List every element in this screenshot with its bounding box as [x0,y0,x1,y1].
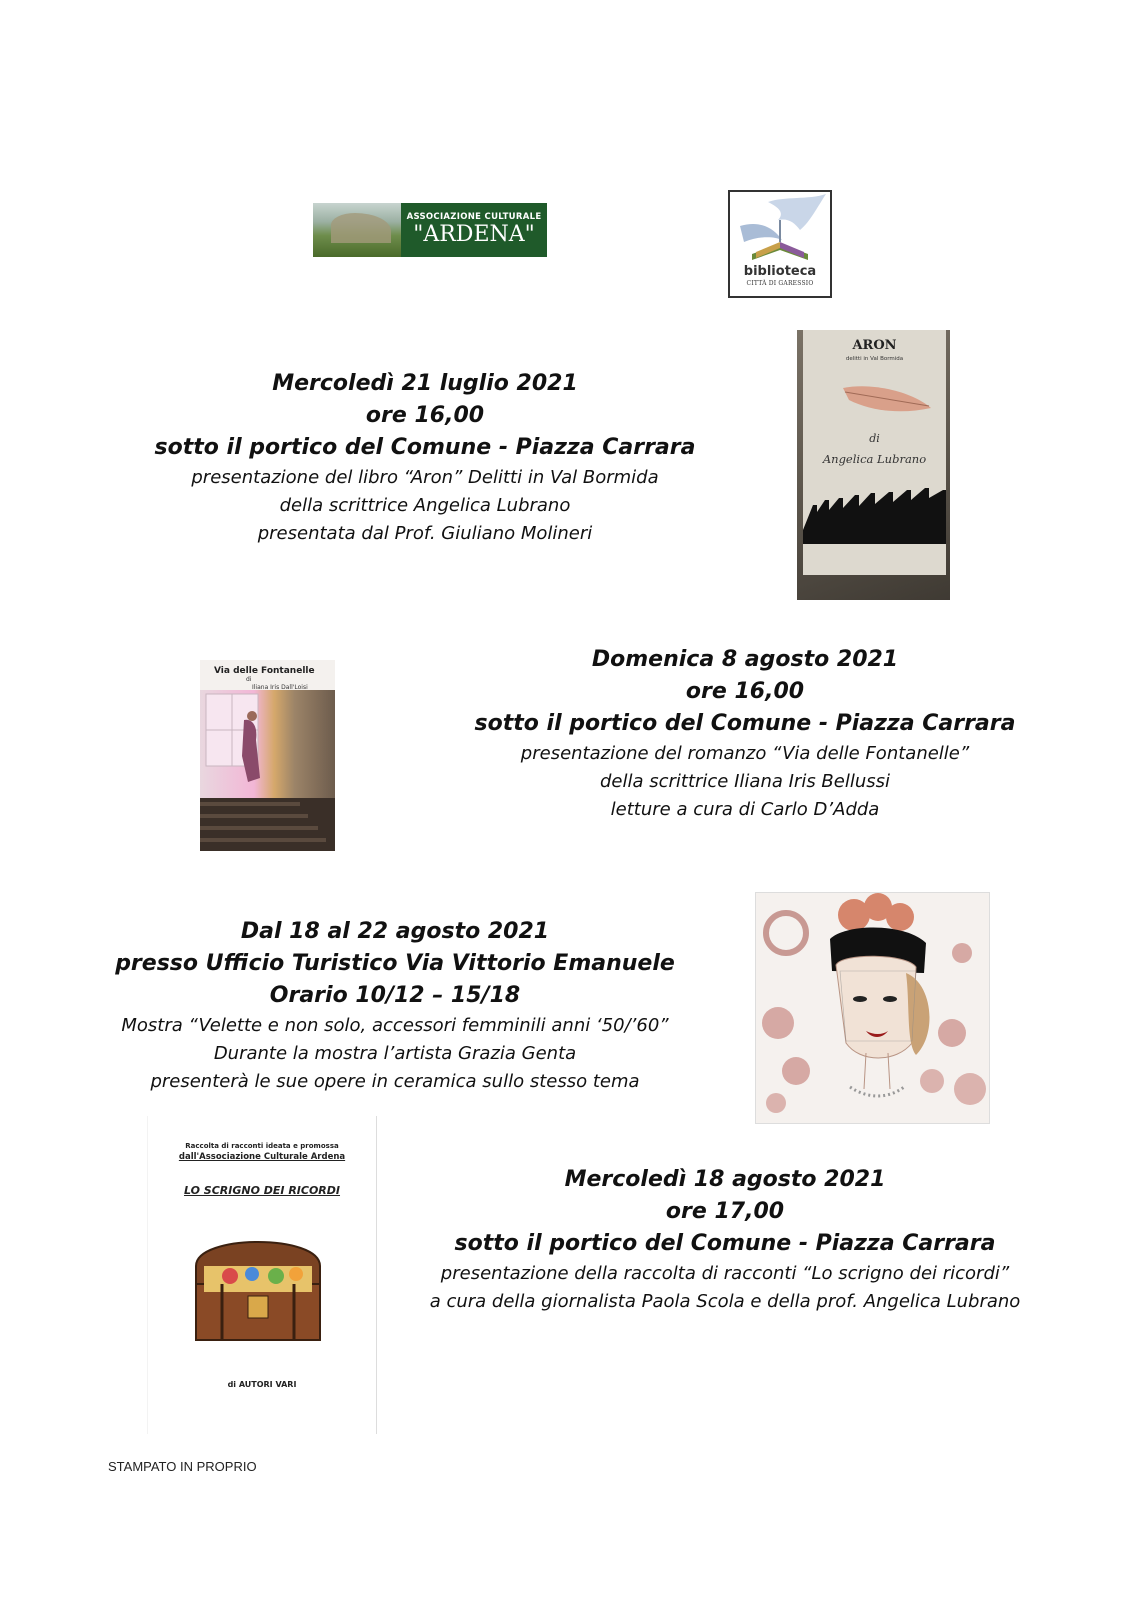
scrigno-cover-authors: di AUTORI VARI [227,1380,297,1389]
ardena-logo [313,203,547,257]
event-3-hours: Orario 10/12 – 15/18 [269,983,521,1008]
event-2-line: presentazione del romanzo “Via delle Fontanelle” [520,743,970,764]
fontanelle-cover-author: Iliana Iris Dall'Loisi [252,684,308,691]
event-2-line: della scrittrice Iliana Iris Bellussi [599,771,891,792]
ardena-landscape-image [313,203,401,257]
event-3-line: presenterà le sue opere in ceramica sullo stesso tema [150,1071,640,1092]
event-1-time: ore 16,00 [365,403,485,428]
event-2-time: ore 16,00 [685,679,805,704]
event-4 [410,1164,1040,1316]
event-1-line: presentata dal Prof. Giuliano Molineri [257,523,593,544]
aron-cover-by: di [869,432,880,445]
event-3-venue: presso Ufficio Turistico Via Vittorio Emanuele [115,951,675,976]
event-2-line: letture a cura di Carlo D’Adda [610,799,880,820]
biblioteca-logo-line2: CITTÀ DI GARESSIO [746,280,814,287]
scrigno-cover-line1: Raccolta di racconti ideata e promossa [185,1142,339,1150]
event-2-place: sotto il portico del Comune - Piazza Carrara [474,711,1016,736]
ardena-logo-line2: "ARDENA" [413,222,535,247]
event-1-date: Mercoledì 21 luglio 2021 [272,371,578,396]
event-1-line: presentazione del libro “Aron” Delitti in Val Bormida [191,467,659,488]
woman-portrait-painting [755,892,990,1124]
event-1-line: della scrittrice Angelica Lubrano [279,495,571,516]
biblioteca-logo-line1: biblioteca [743,264,817,279]
aron-cover-subtitle: delitti in Val Bormida [845,356,904,362]
aron-cover-title: ARON [852,338,897,353]
scrigno-cover-line2: dall'Associazione Culturale Ardena [178,1152,346,1162]
aron-cover-author: Angelica Lubrano [822,452,927,466]
event-4-time: ore 17,00 [665,1199,785,1224]
event-3-date: Dal 18 al 22 agosto 2021 [240,919,550,944]
biblioteca-logo [728,190,832,298]
event-3 [95,916,695,1096]
event-4-date: Mercoledì 18 agosto 2021 [564,1167,886,1192]
event-3-line: Mostra “Velette e non solo, accessori femminili anni ‘50/’60” [121,1015,669,1036]
event-4-place: sotto il portico del Comune - Piazza Carrara [454,1231,996,1256]
aron-book-cover [797,330,950,600]
fontanelle-cover-title: Via delle Fontanelle [214,666,315,676]
event-2 [460,644,1030,824]
event-3-line: Durante la mostra l’artista Grazia Genta [213,1043,577,1064]
portrait-illustration [756,893,989,1123]
event-1-place: sotto il portico del Comune - Piazza Carrara [154,435,696,460]
ardena-logo-line1: ASSOCIAZIONE CULTURALE [406,212,542,222]
fontanelle-cover-by: di [246,676,252,683]
footer-note: STAMPATO IN PROPRIO [108,1459,257,1474]
event-2-date: Domenica 8 agosto 2021 [591,647,899,672]
event-4-line: a cura della giornalista Paola Scola e della prof. Angelica Lubrano [429,1291,1021,1312]
event-1 [140,368,710,548]
event-4-line: presentazione della raccolta di racconti “Lo scrigno dei ricordi” [440,1263,1010,1284]
fontanelle-book-cover [200,660,335,851]
scrigno-cover-title: LO SCRIGNO DEI RICORDI [183,1184,341,1197]
scrigno-book-cover [147,1116,377,1434]
